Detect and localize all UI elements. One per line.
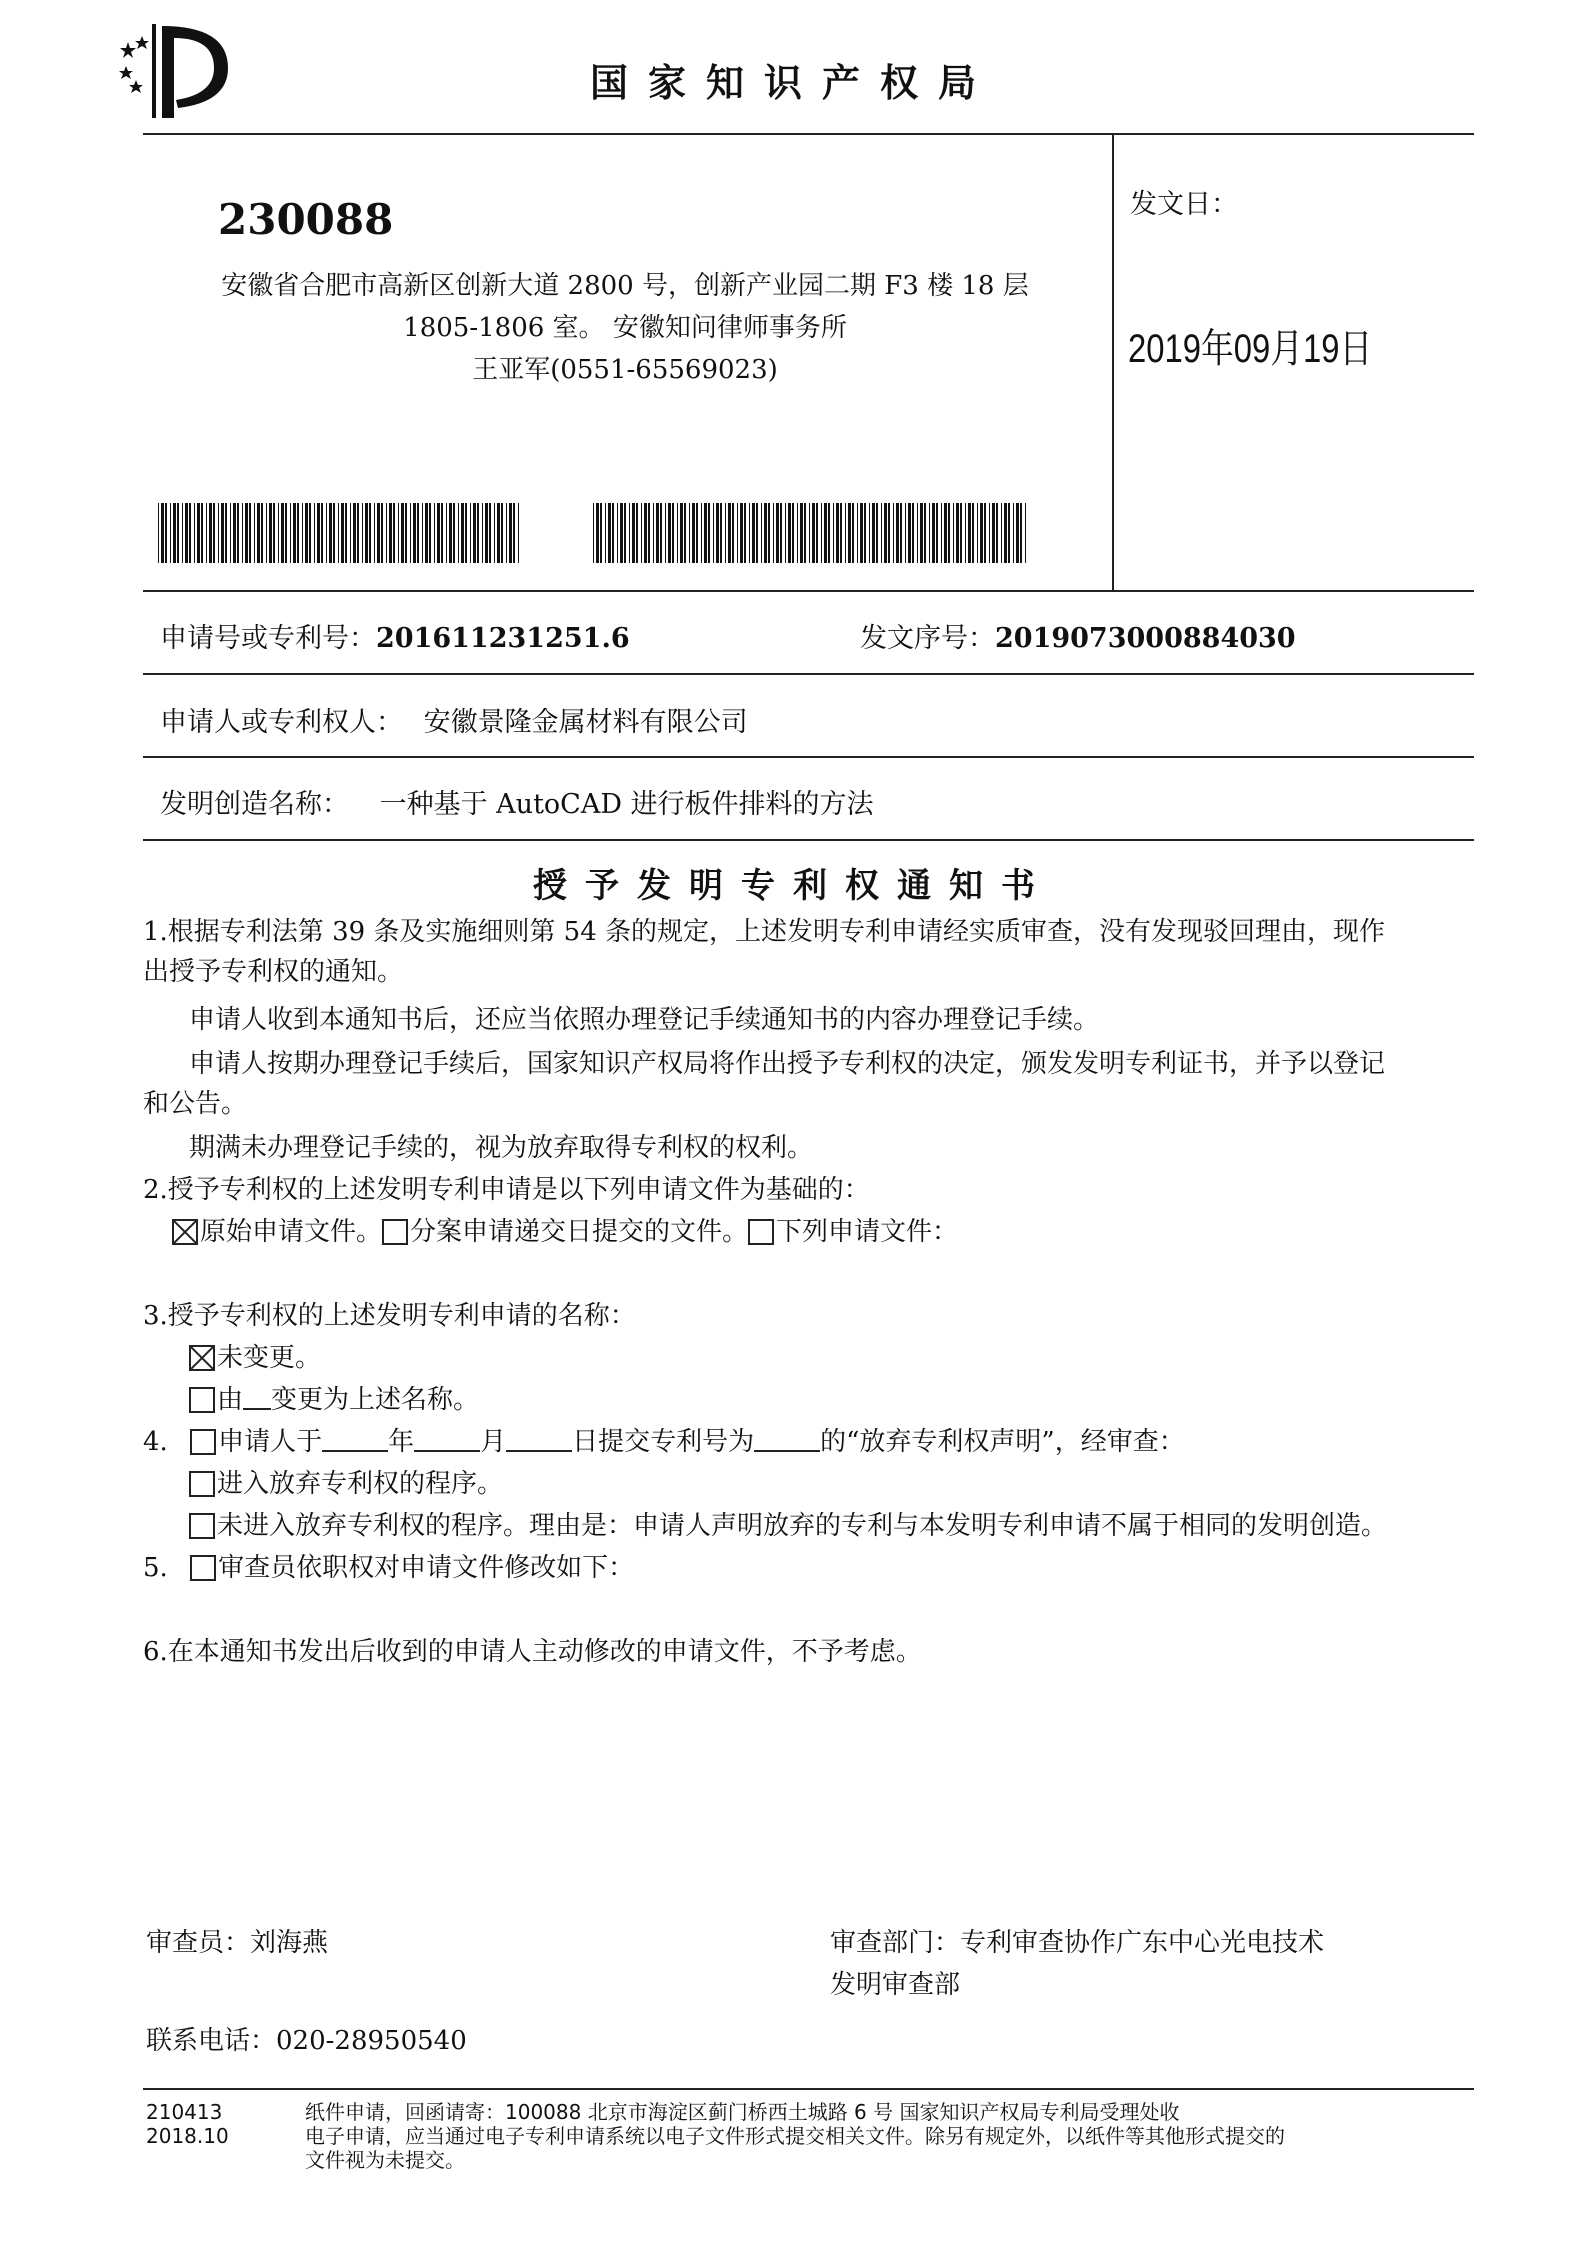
- barcode-bar: [828, 503, 830, 563]
- barcode-bar: [884, 503, 887, 563]
- barcode-bar: [876, 503, 878, 563]
- barcode-bar: [422, 503, 423, 563]
- barcode-bar: [290, 503, 291, 563]
- barcode-bar: [984, 503, 986, 563]
- address-line2: 1805-1806 室。 安徽知问律师事务所: [403, 313, 847, 343]
- barcode-bar: [453, 503, 455, 563]
- barcode-bar: [785, 503, 786, 563]
- barcode-bar: [752, 503, 755, 563]
- barcode-bar: [393, 503, 395, 563]
- barcode-bar: [405, 503, 407, 563]
- barcode-bar: [441, 503, 443, 563]
- blank-patent-no: [754, 1426, 820, 1452]
- barcode-bar: [482, 503, 483, 563]
- barcode-bar: [816, 503, 818, 563]
- barcode-bar: [437, 503, 440, 563]
- barcode-bar: [737, 503, 738, 563]
- barcode-bar: [257, 503, 260, 563]
- barcode-bar: [446, 503, 447, 563]
- barcode-bar: [776, 503, 779, 563]
- contact-phone: 联系电话：020-28950540: [146, 2026, 467, 2056]
- blank-old-name: [243, 1384, 271, 1410]
- barcode-bar: [636, 503, 638, 563]
- barcode-bar: [302, 503, 303, 563]
- barcode-bar: [905, 503, 906, 563]
- barcode-bar: [965, 503, 966, 563]
- barcode-bar: [1001, 503, 1002, 563]
- barcode-bar: [749, 503, 750, 563]
- barcode-bar: [812, 503, 815, 563]
- barcode-bar: [689, 503, 690, 563]
- barcode-bar: [920, 503, 923, 563]
- section-4-num: 4.: [143, 1427, 168, 1457]
- barcode-bar: [173, 503, 176, 563]
- barcode-bar: [632, 503, 635, 563]
- barcode-bar: [852, 503, 854, 563]
- barcode-bar: [804, 503, 806, 563]
- section-5-text: 审查员依职权对申请文件修改如下：: [218, 1553, 635, 1583]
- barcode-bar: [401, 503, 404, 563]
- barcode-bar: [644, 503, 647, 563]
- barcode-bar: [836, 503, 839, 563]
- checkbox-original-checked[interactable]: [172, 1219, 198, 1245]
- barcode-bar: [872, 503, 875, 563]
- notice-title: 授予发明专利权通知书: [533, 866, 1053, 906]
- section-4-year: 年: [388, 1427, 415, 1457]
- examiner: 审查员：刘海燕: [146, 1928, 329, 1958]
- barcode-bar: [732, 503, 734, 563]
- barcode-bar: [194, 503, 195, 563]
- option-not-enter-waiver: 未进入放弃专利权的程序。理由是：申请人声明放弃的专利与本发明专利申请不属于相同的发明创造。: [217, 1511, 1388, 1541]
- section-4: [143, 1422, 1185, 1462]
- barcode-bar: [768, 503, 770, 563]
- barcode-bar: [509, 503, 512, 563]
- barcode-bar: [989, 503, 990, 563]
- option-divisional: 分案申请递交日提交的文件。: [410, 1217, 749, 1247]
- barcode-bar: [429, 503, 431, 563]
- barcode-bar: [221, 503, 224, 563]
- barcode-bar: [857, 503, 858, 563]
- barcode-bar: [704, 503, 707, 563]
- barcode-bar: [278, 503, 279, 563]
- barcode-bar: [629, 503, 630, 563]
- barcode-bar: [605, 503, 606, 563]
- blank-year: [322, 1426, 388, 1452]
- barcode-bar: [960, 503, 962, 563]
- barcode-bar: [656, 503, 659, 563]
- barcode-bar: [494, 503, 495, 563]
- barcode-bar: [593, 503, 594, 563]
- department-line1: 审查部门：专利审查协作广东中心光电技术: [830, 1928, 1325, 1958]
- barcode-bar: [321, 503, 323, 563]
- barcode-bar: [677, 503, 678, 563]
- barcode-bar: [218, 503, 219, 563]
- divider-row3: [143, 756, 1474, 758]
- barcode-bar: [161, 503, 164, 563]
- barcode-bar: [792, 503, 794, 563]
- barcode-bar: [848, 503, 851, 563]
- checkbox-divisional[interactable]: [382, 1219, 408, 1245]
- barcode-left: [158, 503, 520, 563]
- barcode-bar: [780, 503, 782, 563]
- barcode-bar: [893, 503, 894, 563]
- option-enter-waiver: 进入放弃专利权的程序。: [217, 1469, 504, 1499]
- barcode-bar: [881, 503, 882, 563]
- barcode-bar: [293, 503, 296, 563]
- barcode-bar: [237, 503, 239, 563]
- barcode-bar: [285, 503, 287, 563]
- option-listed: 下列申请文件：: [776, 1217, 959, 1247]
- section-4-month: 月: [480, 1427, 507, 1457]
- barcode-bar: [929, 503, 930, 563]
- barcode-bar: [350, 503, 351, 563]
- barcode-bar: [1016, 503, 1019, 563]
- barcode-bar: [1004, 503, 1007, 563]
- barcode-bar: [410, 503, 411, 563]
- barcode-bar: [665, 503, 666, 563]
- checkbox-unchanged-checked[interactable]: [189, 1345, 215, 1371]
- para-3b: 和公告。: [143, 1089, 248, 1119]
- barcode-bar: [357, 503, 359, 563]
- blank-month: [414, 1426, 480, 1452]
- barcode-bar: [620, 503, 623, 563]
- barcode-bar: [600, 503, 602, 563]
- invention-label: 发明创造名称：: [160, 789, 349, 820]
- barcode-bar: [518, 503, 519, 563]
- section-2-options: [172, 1212, 958, 1252]
- checkbox-listed[interactable]: [748, 1219, 774, 1245]
- barcode-bar: [612, 503, 614, 563]
- barcode-bar: [245, 503, 248, 563]
- barcode-bar: [788, 503, 791, 563]
- section-2: 2.授予专利权的上述发明专利申请是以下列申请文件为基础的：: [143, 1175, 870, 1205]
- barcode-bar: [596, 503, 599, 563]
- postcode: 230088: [218, 195, 394, 244]
- barcode-bar: [489, 503, 491, 563]
- barcode-bar: [641, 503, 642, 563]
- dispatch-date-label: 发文日：: [1130, 189, 1238, 220]
- applicant-row: [160, 700, 748, 739]
- barcode-bar: [932, 503, 935, 563]
- application-no-row: [160, 616, 630, 655]
- para-2: 申请人收到本通知书后，还应当依照办理登记手续通知书的内容办理登记手续。: [189, 1005, 1100, 1035]
- barcode-bar: [341, 503, 344, 563]
- barcode-bar: [692, 503, 695, 563]
- address-line1: 安徽省合肥市高新区创新大道 2800 号，创新产业园二期 F3 楼 18 层: [221, 271, 1029, 301]
- section-4-text-a: 申请人于: [218, 1427, 323, 1457]
- barcode-bar: [417, 503, 419, 563]
- form-code: 210413: [146, 2100, 223, 2124]
- barcode-bar: [501, 503, 503, 563]
- footer-line1: 纸件申请，回函请寄：100088 北京市海淀区蓟门桥西土城路 6 号 国家知识产权局专利局受理处收: [305, 2100, 1180, 2124]
- barcode-bar: [996, 503, 998, 563]
- barcode-bar: [992, 503, 995, 563]
- barcode-bar: [266, 503, 267, 563]
- barcode-bar: [972, 503, 974, 563]
- barcode-bar: [197, 503, 200, 563]
- serial-no-label: 发文序号：: [860, 623, 995, 654]
- barcode-bar: [314, 503, 315, 563]
- application-no: 201611231251.6: [376, 623, 630, 654]
- barcode-bar: [470, 503, 471, 563]
- barcode-bar: [242, 503, 243, 563]
- barcode-bar: [213, 503, 215, 563]
- barcode-bar: [338, 503, 339, 563]
- agent-contact: 王亚军(0551-65569023): [472, 355, 778, 385]
- barcode-bar: [170, 503, 171, 563]
- barcode-bar: [660, 503, 662, 563]
- barcode-bar: [809, 503, 810, 563]
- barcode-bar: [177, 503, 179, 563]
- barcode-bar: [225, 503, 227, 563]
- barcode-bar: [617, 503, 618, 563]
- barcode-bar: [948, 503, 950, 563]
- barcode-bar: [506, 503, 507, 563]
- invention-name: 一种基于 AutoCAD 进行板件排料的方法: [379, 789, 874, 820]
- barcode-bar: [317, 503, 320, 563]
- divider-row2: [143, 673, 1474, 675]
- section-3: 3.授予专利权的上述发明专利申请的名称：: [143, 1301, 636, 1331]
- barcode-bar: [773, 503, 774, 563]
- barcode-bar: [362, 503, 363, 563]
- option-changed-to: 变更为上述名称。: [271, 1385, 480, 1415]
- barcode-bar: [345, 503, 347, 563]
- barcode-bar: [713, 503, 714, 563]
- section-4-opt2: [189, 1506, 1387, 1546]
- barcode-bar: [281, 503, 284, 563]
- barcode-bar: [725, 503, 726, 563]
- barcode-bar: [297, 503, 299, 563]
- section-5-num: 5.: [143, 1553, 168, 1583]
- barcode-bar: [309, 503, 311, 563]
- barcode-bar: [716, 503, 719, 563]
- barcode-bar: [968, 503, 971, 563]
- barcode-bar: [764, 503, 767, 563]
- option-original: 原始申请文件。: [200, 1217, 383, 1247]
- serial-no: 2019073000884030: [995, 623, 1296, 654]
- barcode-bar: [977, 503, 978, 563]
- blank-day: [506, 1426, 572, 1452]
- barcode-bar: [728, 503, 731, 563]
- barcode-bar: [941, 503, 942, 563]
- barcode-bar: [672, 503, 674, 563]
- section-6: 6.在本通知书发出后收到的申请人主动修改的申请文件，不予考虑。: [143, 1637, 922, 1667]
- barcode-bar: [305, 503, 308, 563]
- barcode-bar: [1008, 503, 1010, 563]
- barcode-bar: [860, 503, 863, 563]
- barcode-bar: [708, 503, 710, 563]
- barcode-bar: [648, 503, 650, 563]
- checkbox-waiver[interactable]: [190, 1429, 216, 1455]
- checkbox-not-enter-waiver[interactable]: [189, 1513, 215, 1539]
- barcode-bar: [680, 503, 683, 563]
- barcode-bar: [956, 503, 959, 563]
- barcode-bar: [189, 503, 191, 563]
- barcode-bar: [230, 503, 231, 563]
- barcode-bar: [1025, 503, 1026, 563]
- option-from: 由: [217, 1385, 244, 1415]
- barcode-bar: [800, 503, 803, 563]
- barcode-bar: [740, 503, 743, 563]
- applicant: 安徽景隆金属材料有限公司: [423, 707, 748, 738]
- barcode-bar: [249, 503, 251, 563]
- barcode-bar: [206, 503, 207, 563]
- checkbox-examiner-amend[interactable]: [190, 1555, 216, 1581]
- barcode-bar: [668, 503, 671, 563]
- barcode-bar: [473, 503, 476, 563]
- section-4-day: 日提交专利号为: [572, 1427, 755, 1457]
- barcode-bar: [353, 503, 356, 563]
- barcode-bar: [888, 503, 890, 563]
- barcode-bar: [209, 503, 212, 563]
- barcode-bar: [761, 503, 762, 563]
- barcode-bar: [461, 503, 464, 563]
- para-1b: 出授予专利权的通知。: [143, 957, 404, 987]
- barcode-bar: [513, 503, 515, 563]
- barcode-bar: [864, 503, 866, 563]
- barcode-bar: [449, 503, 452, 563]
- barcode-bar: [485, 503, 488, 563]
- barcode-bar: [369, 503, 371, 563]
- barcode-bar: [936, 503, 938, 563]
- barcode-bar: [624, 503, 626, 563]
- barcode-bar: [465, 503, 467, 563]
- dispatch-date: 2019年09月19日: [1128, 327, 1373, 371]
- section-4-opt1: [189, 1464, 503, 1504]
- barcode-bar: [896, 503, 899, 563]
- barcode-bar: [797, 503, 798, 563]
- barcode-bar: [908, 503, 911, 563]
- barcode-bar: [273, 503, 275, 563]
- barcode-bar: [497, 503, 500, 563]
- divider-top: [143, 133, 1474, 135]
- divider-vertical: [1112, 133, 1114, 590]
- barcode-bar: [329, 503, 332, 563]
- barcode-bar: [869, 503, 870, 563]
- barcode-bar: [158, 503, 159, 563]
- application-no-label: 申请号或专利号：: [160, 623, 376, 654]
- barcode-bar: [386, 503, 387, 563]
- barcode-bar: [756, 503, 758, 563]
- barcode-bar: [261, 503, 263, 563]
- checkbox-name-changed[interactable]: [189, 1387, 215, 1413]
- para-1: 1.根据专利法第 39 条及实施细则第 54 条的规定，上述发明专利申请经实质审查，没有发现驳回理由，现作: [143, 917, 1386, 947]
- option-unchanged: 未变更。: [217, 1343, 322, 1373]
- barcode-bar: [824, 503, 827, 563]
- para-3: 申请人按期办理登记手续后，国家知识产权局将作出授予专利权的决定，颁发发明专利证书，并予以登记: [189, 1049, 1386, 1079]
- divider-row1: [143, 590, 1474, 592]
- footer-line3: 文件视为未提交。: [305, 2148, 465, 2172]
- barcode-bar: [840, 503, 842, 563]
- barcode-bar: [381, 503, 383, 563]
- barcode-bar: [980, 503, 983, 563]
- section-3-opt1: [189, 1338, 321, 1378]
- barcode-bar: [744, 503, 746, 563]
- barcode-bar: [953, 503, 954, 563]
- barcode-bar: [398, 503, 399, 563]
- barcode-bar: [389, 503, 392, 563]
- barcode-bar: [458, 503, 459, 563]
- barcode-bar: [701, 503, 702, 563]
- barcode-bar: [269, 503, 272, 563]
- barcode-right: [593, 503, 1027, 563]
- section-4-text-b: 的“放弃专利权声明”，经审查：: [820, 1427, 1185, 1457]
- checkbox-enter-waiver[interactable]: [189, 1471, 215, 1497]
- barcode-bar: [413, 503, 416, 563]
- barcode-bar: [608, 503, 611, 563]
- form-version: 2018.10: [146, 2124, 229, 2148]
- section-5: [143, 1548, 634, 1588]
- barcode-bar: [374, 503, 375, 563]
- applicant-label: 申请人或专利权人：: [160, 707, 403, 738]
- barcode-bar: [165, 503, 167, 563]
- barcode-bar: [833, 503, 834, 563]
- barcode-bar: [917, 503, 918, 563]
- footer-line2: 电子申请，应当通过电子专利申请系统以电子文件形式提交相关文件。除另有规定外，以纸件等其他形式提交的: [305, 2124, 1285, 2148]
- barcode-bar: [653, 503, 654, 563]
- barcode-bar: [182, 503, 183, 563]
- barcode-bar: [821, 503, 822, 563]
- serial-no-row: [860, 616, 1296, 655]
- barcode-bar: [924, 503, 926, 563]
- barcode-bar: [912, 503, 914, 563]
- barcode-bar: [477, 503, 479, 563]
- para-4: 期满未办理登记手续的，视为放弃取得专利权的权利。: [189, 1133, 814, 1163]
- barcode-bar: [900, 503, 902, 563]
- barcode-bar: [434, 503, 435, 563]
- barcode-bar: [233, 503, 236, 563]
- barcode-bar: [720, 503, 722, 563]
- barcode-bar: [333, 503, 335, 563]
- barcode-bar: [365, 503, 368, 563]
- barcode-bar: [425, 503, 428, 563]
- header-title: 国家知识产权局: [589, 61, 996, 105]
- divider-row4: [143, 839, 1474, 841]
- section-3-opt2: [189, 1380, 479, 1420]
- barcode-bar: [845, 503, 846, 563]
- department-line2: 发明审查部: [830, 1970, 961, 2000]
- barcode-bar: [254, 503, 255, 563]
- barcode-bar: [696, 503, 698, 563]
- barcode-bar: [185, 503, 188, 563]
- invention-row: [160, 782, 874, 821]
- barcode-bar: [201, 503, 203, 563]
- footer-divider: [143, 2088, 1474, 2090]
- barcode-bar: [684, 503, 686, 563]
- barcode-bar: [944, 503, 947, 563]
- barcode-bar: [326, 503, 327, 563]
- barcode-bar: [1013, 503, 1014, 563]
- barcode-bar: [377, 503, 380, 563]
- barcode-bar: [1020, 503, 1022, 563]
